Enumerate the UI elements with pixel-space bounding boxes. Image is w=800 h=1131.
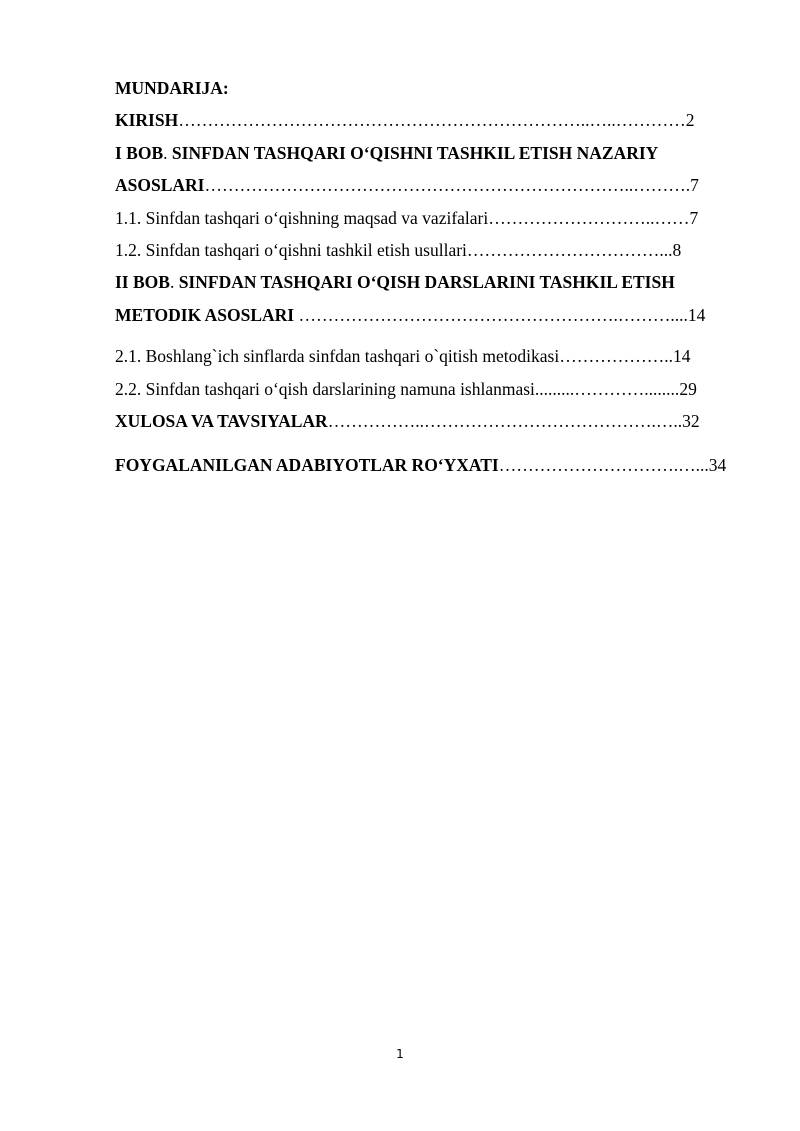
toc-entry-label-continued: SINFDAN TASHQARI O‘QISHNI TASHKIL ETISH NAZARIY	[171, 143, 659, 163]
toc-entry-dots: ………………………….…...	[498, 455, 709, 475]
toc-entry-page: 7	[689, 208, 699, 228]
toc-entry-text: 1.1. Sinfdan tashqari o‘qishning maqsad va vazifalari………………………..……	[115, 208, 690, 228]
toc-heading: MUNDARIJA:	[115, 78, 229, 98]
toc-entry-page: 7	[690, 175, 699, 195]
toc-entry-dots: ……………………………………………….………....	[294, 305, 688, 325]
toc-entry-page: 34	[708, 455, 727, 475]
toc-entry-label: METODIK ASOSLARI	[115, 305, 295, 325]
toc-entry-text: 1.2. Sinfdan tashqari o‘qishni tashkil etish usullari……………………………...	[115, 240, 673, 260]
toc-entry-text: 2.1. Boshlang`ich sinflarda sinfdan tashqari o`qitish metodikasi………………..	[115, 346, 673, 366]
toc-entry-dots: ………………………………………………………………..……….	[204, 175, 691, 195]
toc-entry-chapter-1-title	[115, 142, 658, 164]
toc-entry-page: 32	[682, 411, 700, 431]
toc-entry-page: 29	[679, 379, 697, 399]
toc-entry-bibliography	[115, 454, 726, 476]
toc-entry-label-continued: SINFDAN TASHQARI O‘QISH DARSLARINI TASHKIL ETISH	[178, 272, 675, 292]
toc-entry-label: FOYGALANILGAN ADABIYOTLAR RO‘YXATI	[115, 455, 499, 475]
toc-entry-section-2-2	[115, 378, 697, 400]
toc-entry-chapter-1-title-end	[115, 174, 699, 196]
toc-entry-label: KIRISH	[115, 110, 179, 130]
toc-entry-chapter-2-title	[115, 271, 675, 293]
toc-entry-text: 2.2. Sinfdan tashqari o‘qish darslarining namuna ishlanmasi.........…………........	[115, 379, 680, 399]
toc-entry-page: 2	[685, 110, 695, 130]
toc-entry-section-1-1	[115, 207, 698, 229]
toc-entry-conclusion	[115, 410, 700, 432]
page-number: 1	[396, 1047, 404, 1061]
toc-entry-chapter-2-title-end	[115, 304, 705, 326]
toc-entry-page: 14	[672, 346, 691, 366]
toc-entry-label: XULOSA VA TAVSIYALAR	[115, 411, 328, 431]
toc-entry-section-2-1	[115, 345, 690, 367]
toc-entry-page: 14	[687, 305, 706, 325]
toc-entry-separator: .	[163, 143, 172, 163]
toc-entry-section-1-2	[115, 239, 681, 261]
toc-entry-label: II BOB	[115, 272, 170, 292]
toc-entry-page: 8	[672, 240, 682, 260]
toc-entry-label: I BOB	[115, 143, 164, 163]
toc-entry-dots: ……………………………………………………………..…..…………	[178, 110, 686, 130]
toc-entry-dots: ……………..………………………………….…..	[327, 411, 683, 431]
toc-entry-kirish	[115, 109, 694, 131]
toc-entry-separator: .	[169, 272, 179, 292]
toc-entry-label: ASOSLARI	[115, 175, 205, 195]
